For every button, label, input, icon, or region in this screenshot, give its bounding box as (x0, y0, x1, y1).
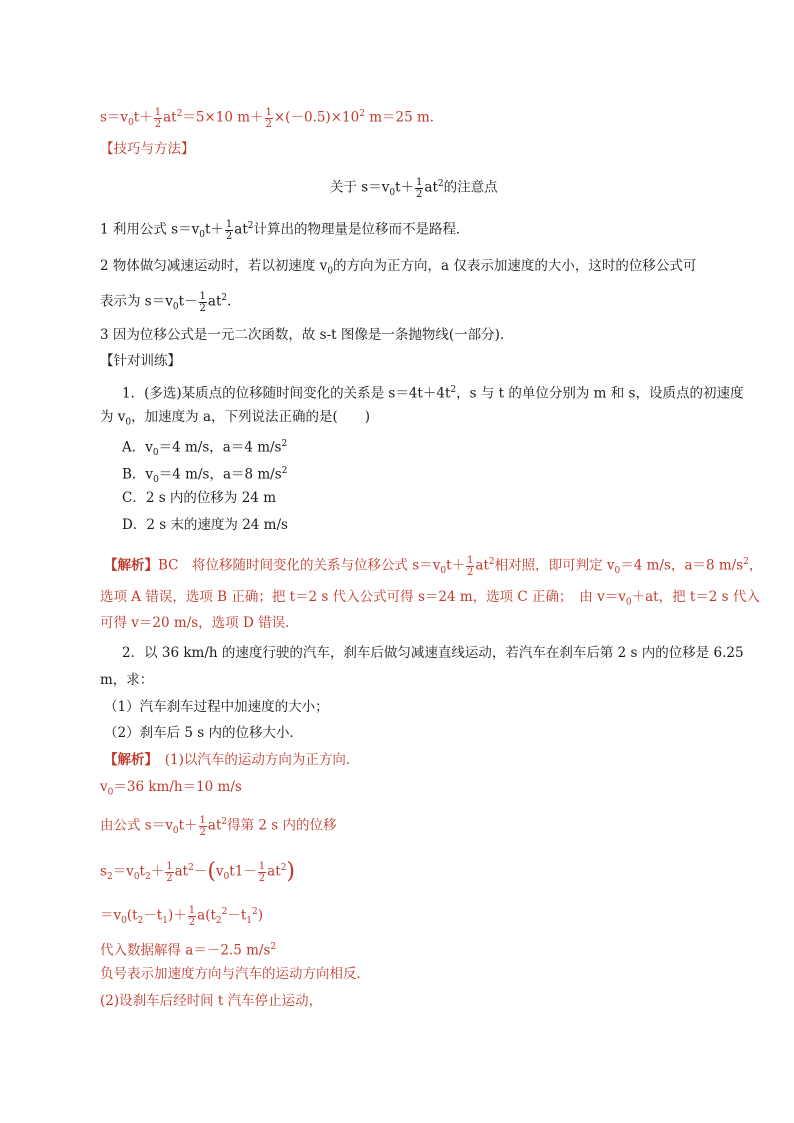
center-title: 关于 $s=v_0t+$ $\frac{1}{2}$ $at^2$的注意点 (330, 176, 498, 200)
answer-1-line1: 【解析】BC 将位移随时间变化的关系与位移公式 $s=v_0t+$ $\frac{1}{2}$ $at^2$相对照，即可判定 $v_0=4$ m/s，a＝8 $m/s^2$， (104, 554, 763, 578)
part-2-start: (2)设刹车后经时间 t 汽车停止运动， (100, 993, 323, 1009)
answer-2-intro: 【解析】 (1)以汽车的运动方向为正方向． (104, 752, 360, 768)
point-2-line2: 表示为 $s=v_0t-$ $\frac{1}{2}$ $at^2$. (100, 290, 232, 314)
formula-line-top: $s=v_0t+$ $\frac{1}{2}$ $at^2=5\times 10$ m＋ $\frac{1}{2}$ $\times(-0.5)\times 10^2$ m＝25 m. (100, 106, 435, 130)
option-c: C．2 s 内的位移为 24 m (122, 490, 276, 506)
answer-1-line2: 选项 A 错误，选项 B 正确；把 t＝2 s 代入公式可得 s＝24 m，选项 C 正确； 由 $v=v_0+at$，把 t＝2 s 代入 (100, 589, 760, 608)
question-2-line1: 2．以 36 km/h 的速度行驶的汽车，刹车后做匀减速直线运动，若汽车在刹车后第 2 s 内的位移是 6.25 (122, 645, 744, 661)
point-1: 1 利用公式 $s=v_0t+$ $\frac{1}{2}$ $at^2$计算出的物理量是位移而不是路程． (100, 218, 470, 242)
point-2-line1: 2 物体做匀减速运动时，若以初速度 $v_0$的方向为正方向，a 仅表示加速度的大小，这时的位移公式可 (100, 258, 697, 277)
point-3: 3 因为位移公式是一元二次函数，故 s-t 图像是一条抛物线(一部分)． (100, 327, 514, 343)
s2-equation: $s_2=v_0t_2+$ $\frac{1}{2}$ $at^2-(v_0t1-$ $\frac{1}{2}$ $at^2$) (100, 859, 295, 884)
answer-1-line3: 可得 v＝20 m/s，选项 D 错误． (100, 615, 299, 631)
expanded-equation: $=v_0(t_2-t_1)+$ $\frac{1}{2}$ $a(t_2^2-t_1^2)$ (100, 904, 264, 928)
option-d: D．2 s 末的速度为 24 m/s (122, 517, 288, 533)
v0-line: $v_0=36$ km/h＝10 m/s (100, 779, 242, 798)
heading-skills: 【技巧与方法】 (100, 141, 195, 157)
heading-training: 【针对训练】 (100, 353, 181, 369)
substitution-line: 代入数据解得 a＝－2.5 $m/s^2$ (100, 942, 277, 959)
negative-note: 负号表示加速度方向与汽车的运动方向相反． (100, 966, 370, 982)
question-2-part1: （1）汽车刹车过程中加速度的大小； (104, 699, 329, 715)
question-1-line1: 1．(多选)某质点的位移随时间变化的关系是 $s=4t+4t^2$，s 与 t 的单位分别为 m 和 s，设质点的初速度 (122, 385, 744, 402)
question-2-part2: （2）刹车后 5 s 内的位移大小． (104, 725, 303, 741)
formula-line: 由公式 $s=v_0t+$ $\frac{1}{2}$ $at^2$得第 2 s 内的位移 (100, 814, 337, 838)
option-a: A．$v_0=4$ m/s，a＝4 $m/s^2$ (122, 439, 288, 459)
question-2-line2: m，求： (100, 672, 154, 688)
option-b: B．$v_0=4$ m/s，a＝8 $m/s^2$ (122, 466, 288, 486)
question-1-line2: 为 $v_0$，加速度为 a，下列说法正确的是( ) (100, 409, 371, 428)
